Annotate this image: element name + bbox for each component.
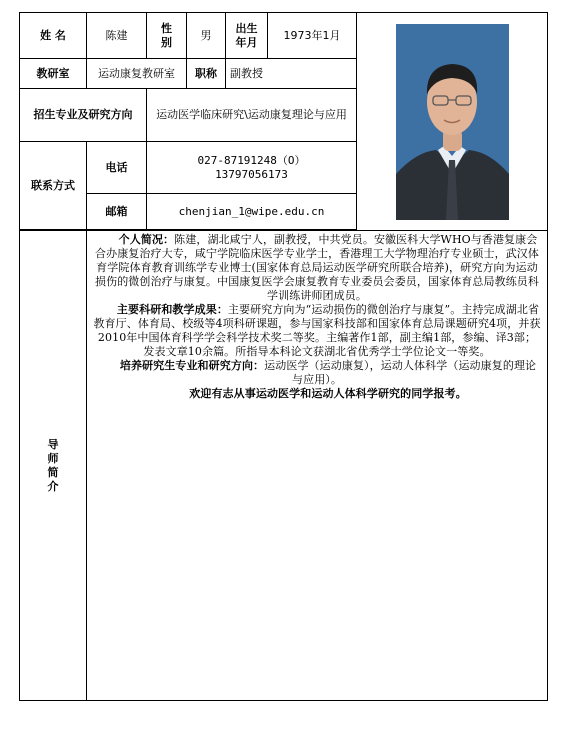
person-portrait-icon <box>396 24 509 220</box>
bio-graduate-text: 运动医学（运动康复），运动人体科学（运动康复的理论与应用）。 <box>264 359 537 386</box>
email-value: chenjian_1@wipe.edu.cn <box>147 194 357 230</box>
office-phone: 027-87191248（O） <box>197 153 306 167</box>
bio-research-heading: 主要科研和教学成果： <box>116 303 228 316</box>
gender-value: 男 <box>187 13 226 59</box>
major-value: 运动医学临床研究\运动康复理论与应用 <box>147 89 357 142</box>
title-label: 职称 <box>187 59 226 89</box>
contact-label: 联系方式 <box>20 142 87 230</box>
birth-value: 1973年1月 <box>268 13 357 59</box>
bio-graduate <box>93 359 541 387</box>
bio-label: 导 师 简 介 <box>20 231 87 701</box>
bio-personal <box>93 233 541 303</box>
bio-research-text: 主要研究方向为“运动损伤的微创治疗与康复”。主持完成湖北省教育厅、体育局、校级等4项科研课题，参与国家科技部和国家体育总局课题研究4项，并获2010年中国体育科学学会科学技术奖二等奖。主编著作1部，副主编1部，参编、译3部；发表文章10余篇。所指导本科论文获湖北省优秀学士学位论文一等奖。 <box>93 303 541 358</box>
bio-personal-heading: 个人简况： <box>118 233 175 246</box>
major-label: 招生专业及研究方向 <box>20 89 147 142</box>
bio-personal-text: 陈建，湖北咸宁人，副教授，中共党员。安徽医科大学WHO与香港复康会合办康复治疗大专，咸宁学院临床医学专业学士，香港理工大学物理治疗专业硕士，武汉体育学院体育教育训练学专业博士(国家体育总局运动医学研究所联合培养)，研究方向为运动损伤的微创治疗与康复。中国康复医学会康复教育专业委员会委员，国家体育总局教练员科学训练讲师团成员。 <box>95 233 539 302</box>
birth-label: 出生 年月 <box>226 13 268 59</box>
phone-value <box>147 142 357 194</box>
mentor-info-table <box>19 12 548 701</box>
name-value: 陈建 <box>87 13 147 59</box>
bio-graduate-heading: 培养研究生专业和研究方向： <box>119 359 265 372</box>
portrait-illustration <box>396 24 509 220</box>
phone-label: 电话 <box>87 142 147 194</box>
title-value: 副教授 <box>226 59 357 89</box>
gender-label: 性 别 <box>147 13 187 59</box>
email-label: 邮箱 <box>87 194 147 230</box>
name-label: 姓 名 <box>20 13 87 59</box>
bio-welcome: 欢迎有志从事运动医学和运动人体科学研究的同学报考。 <box>189 387 467 400</box>
dept-label: 教研室 <box>20 59 87 89</box>
bio-content <box>87 231 548 701</box>
bio-research <box>93 303 541 359</box>
photo-cell <box>357 13 548 231</box>
dept-value: 运动康复教研室 <box>87 59 187 89</box>
mobile-phone: 13797056173 <box>215 167 288 181</box>
